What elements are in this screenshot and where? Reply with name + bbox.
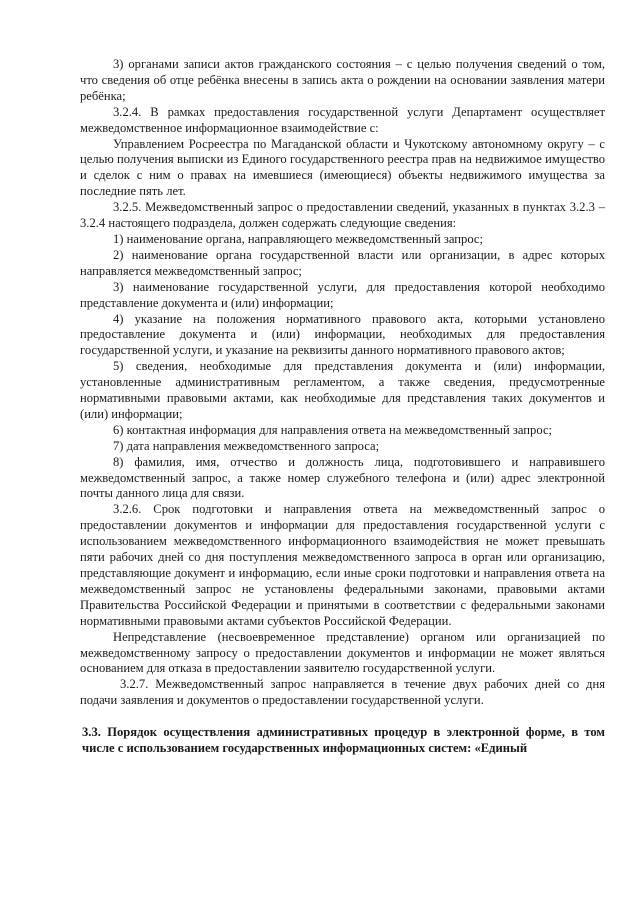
- paragraph-2: 3.2.4. В рамках предоставления государственной услуги Департамент осуществляет межведомственное информационное взаимодействие с:: [80, 104, 605, 135]
- list-item-8: 8) фамилия, имя, отчество и должность лица, подготовившего и направившего межведомственный запрос, а также номер служебного телефона и (или) адрес электронной почты данного лица для связи.: [80, 454, 605, 501]
- document-body: [80, 57, 605, 757]
- list-item-6: 6) контактная информация для направления ответа на межведомственный запрос;: [113, 422, 553, 437]
- list-item-7: 7) дата направления межведомственного запроса;: [113, 438, 380, 453]
- paragraph-3: Управлением Росреестра по Магаданской области и Чукотскому автономному округу – с целью получения выписки из Единого государственного реестра прав на недвижимое имущество и сделок с ним о правах на имевшиеся (имеющиеся) объекты недвижимого имущества за последние пять лет.: [80, 136, 605, 199]
- list-item-1: 1) наименование органа, направляющего межведомственный запрос;: [113, 231, 484, 246]
- list-item-2: 2) наименование органа государственной власти или организации, в адрес которых направляется межведомственный запрос;: [80, 247, 605, 278]
- paragraph-1: 3) органами записи актов гражданского состояния – с целью получения сведений о том, что сведения об отце ребёнка внесены в запись акта о рождении на основании заявления матери ребёнка;: [80, 57, 605, 103]
- paragraph-5: 3.2.6. Срок подготовки и направления ответа на межведомственный запрос о предоставлении документов и информации для предоставления государственной услуги с использованием межведомственного информационного взаимодействия не может превышать пяти рабочих дней со дня поступления межведомственного запроса в орган или организацию, представляющие документ и информацию, если иные сроки подготовки и направления ответа на межведомственный запрос не установлены федеральными законами, правовыми актами Правительства Российской Федерации и принятыми в соответствии с федеральными законами нормативными правовыми актами субъектов Российской Федерации.: [80, 502, 605, 628]
- list-item-5: 5) сведения, необходимые для представления документа и (или) информации, установленные административным регламентом, а также сведения, предусмотренные нормативными правовыми актами, как необходимые для представления таких документов и (или) информации;: [80, 359, 605, 421]
- paragraph-7: 3.2.7. Межведомственный запрос направляется в течение двух рабочих дней со дня подачи заявления и документов о предоставлении государственной услуги.: [80, 677, 605, 708]
- section-heading: 3.3. Порядок осуществления административных процедур в электронной форме, в том числе с использованием государственных информационных систем: «Единый: [82, 725, 605, 756]
- list-item-3: 3) наименование государственной услуги, для предоставления которой необходимо представление документа и (или) информации;: [80, 279, 605, 310]
- list-item-4: 4) указание на положения нормативного правового акта, которыми установлено предоставление документа и (или) информации, необходимых для предоставления государственной услуги, и указание на реквизиты данного нормативного правового актов;: [80, 311, 605, 358]
- paragraph-6: Непредставление (несвоевременное представление) органом или организацией по межведомственному запросу о предоставлении документов и информации не может являться основанием для отказа в предоставлении заявителю государственной услуги.: [80, 629, 605, 676]
- section-spacer: [80, 709, 605, 725]
- paragraph-4: 3.2.5. Межведомственный запрос о предоставлении сведений, указанных в пунктах 3.2.3 – 3.2.4 настоящего подраздела, должен содержать следующие сведения:: [80, 200, 605, 231]
